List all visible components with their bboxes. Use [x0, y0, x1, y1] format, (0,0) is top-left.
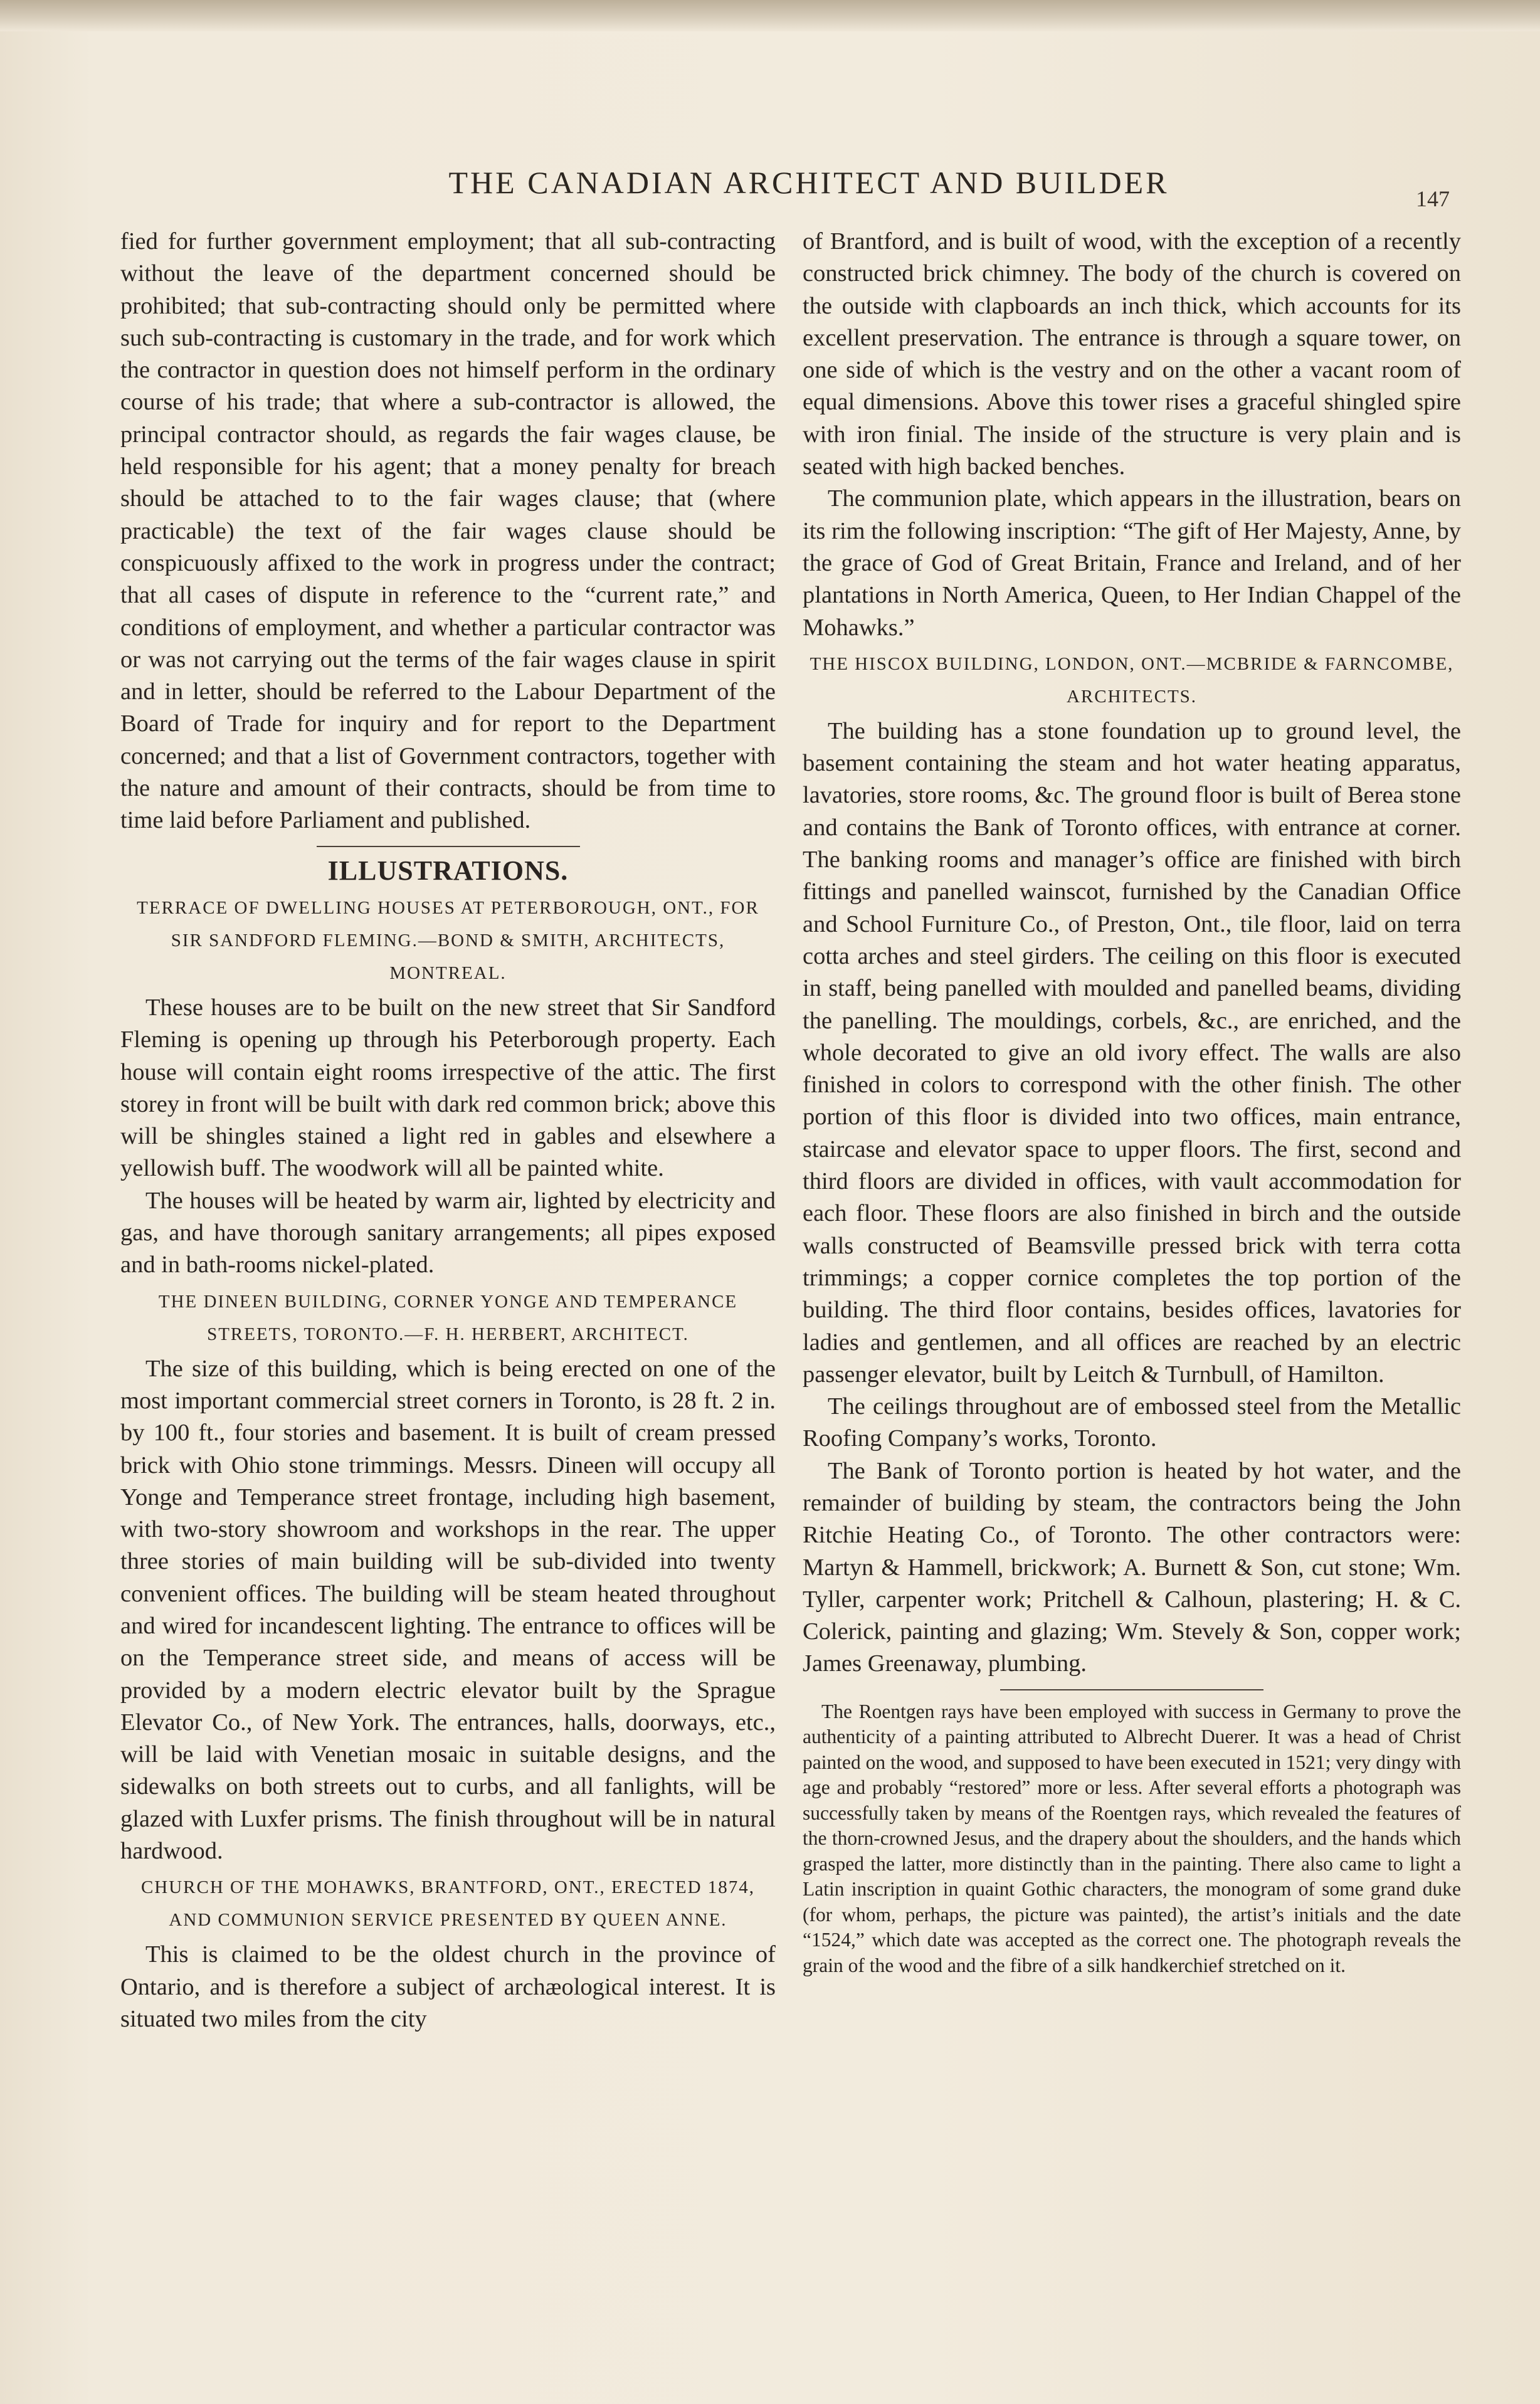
church-paragraph-1-continued: of Brantford, and is built of wood, with the exception of a recently constructed brick chimney. The body of the church is covered on the outside with clapboards an inch thick, which accounts for its excellent preservation. The entrance is through a square tower, on one side of which is the vestry and on the other a vacant room of equal dimensions. Above this tower rises a graceful shingled spire with iron finial. The inside of the structure is very plain and is seated with high backed benches. — [803, 228, 1461, 480]
left-column — [120, 226, 776, 2035]
church-paragraph-1: This is claimed to be the oldest church in the province of Ontario, and is therefore a subject of archæological interest. It is situated two miles from the city — [120, 1941, 776, 2032]
footnote-text: The Roentgen rays have been employed with success in Germany to prove the authenticity of a painting attributed to Albrecht Duerer. It was a head of Christ painted on the wood, and supposed to have been executed in 1521; very dingy with age and probably “restored” more or less. After several efforts a photograph was successfully taken by means of the Roentgen rays, which revealed the features of the thorn-crowned Jesus, and the drapery about the shoulders, and the hands which grasped the latter, more distinctly than in the painting. There also came to light a Latin inscription in quaint Gothic characters, the monogram of some grand duke (for whom, perhaps, the picture was painted), the artist’s initials and the date “1524,” which date was accepted as the correct one. The photograph reveals the grain of the wood and the fibre of a silk handkerchief stretched on it. — [803, 1700, 1461, 1976]
dineen-heading: THE DINEEN BUILDING, CORNER YONGE AND TEMPERANCE STREETS, TORONTO.—F. H. HERBERT, ARCHITECT. — [158, 1291, 738, 1344]
terrace-paragraph-2: The houses will be heated by warm air, lighted by electricity and gas, and have thorough sanitary arrangements; all pipes exposed and in bath-rooms nickel-plated. — [120, 1187, 776, 1278]
hiscox-paragraph-1: The building has a stone foundation up to ground level, the basement containing the steam and hot water heating apparatus, lavatories, store rooms, &c. The ground floor is built of Berea stone and contains the Bank of Toronto offices, with entrance at corner. The banking rooms and manager’s office are finished with birch fittings and panelled wainscot, furnished by the Canadian Office and School Furniture Co., of Preston, Ont., tile floor, laid on terra cotta arches and steel girders. The ceiling on this floor is executed in staff, being panelled with moulded and panelled beams, dividing the panelling. The mouldings, corbels, &c., are enriched, and the whole decorated to give an old ivory effect. The walls are also finished in colors to correspond with the other finish. The other portion of this floor is divided into two offices, main entrance, staircase and elevator space to upper floors. The first, second and third floors are divided in offices, with vault accommodation for each floor. These floors are also finished in birch and the outside walls constructed of Beamsville pressed brick with terra cotta trimmings; a copper cornice completes the top portion of the building. The third floor contains, besides offices, lavatories for ladies and gentlemen, and all offices are reached by an electric passenger elevator, built by Leitch & Turnbull, of Hamilton. — [803, 717, 1461, 1388]
page-number: 147 — [1416, 186, 1450, 211]
hiscox-paragraph-3: The Bank of Toronto portion is heated by hot water, and the remainder of building by steam, the contractors being the John Ritchie Heating Co., of Toronto. The other contractors were: Martyn & Hammell, brickwork; A. Burnett & Son, cut stone; Wm. Tyller, carpenter work; Pritchell & Calhoun, plastering; H. & C. Colerick, painting and glazing; Wm. Stevely & Son, copper work; James Greenaway, plumbing. — [803, 1457, 1461, 1677]
footnote-divider — [1000, 1689, 1263, 1690]
terrace-heading: TERRACE OF DWELLING HOUSES AT PETERBOROUGH, ONT., FOR SIR SANDFORD FLEMING.—BOND & SMITH, ARCHITECTS, MONTREAL. — [137, 897, 759, 983]
church-paragraph-2: The communion plate, which appears in the illustration, bears on its rim the following inscription: “The gift of Her Majesty, Anne, by the grace of God of Great Britain, France and Ireland, and of her plantations in North America, Queen, to Her Indian Chappel of the Mohawks.” — [803, 485, 1461, 641]
page-top-edge — [0, 0, 1540, 31]
terrace-paragraph-1: These houses are to be built on the new street that Sir Sandford Fleming is opening up through his Peterborough property. Each house will contain eight rooms irrespective of the attic. The first storey in front will be built with dark red common brick; above this will be shingles stained a light red in gables and elsewhere a yellowish buff. The woodwork will all be painted white. — [120, 994, 776, 1182]
church-heading: CHURCH OF THE MOHAWKS, BRANTFORD, ONT., ERECTED 1874, AND COMMUNION SERVICE PRESENTED BY QUEEN ANNE. — [140, 1877, 756, 1931]
illustrations-title: ILLUSTRATIONS. — [327, 855, 569, 886]
running-header: THE CANADIAN ARCHITECT AND BUILDER — [448, 165, 1169, 200]
hiscox-paragraph-2: The ceilings throughout are of embossed steel from the Metallic Roofing Company’s works, Toronto. — [803, 1393, 1461, 1452]
roentgen-footnote — [803, 1699, 1461, 1979]
section-divider — [317, 846, 580, 847]
right-column — [803, 226, 1461, 1978]
hiscox-heading: THE HISCOX BUILDING, LONDON, ONT.—MCBRIDE & FARNCOMBE, ARCHITECTS. — [810, 653, 1454, 707]
paragraph-fair-wages: fied for further government employment; that all sub-contracting without the leave of the department concerned should be prohibited; that sub-contracting should only be permitted where such sub-contracting is customary in the trade, and for work which the contractor in question does not himself perform in the ordinary course of his trade; that where a sub-contractor is allowed, the principal contractor should, as regards the fair wages clause, be held responsible for his agent; that a money penalty for breach should be attached to to the fair wages clause; that (where practicable) the text of the fair wages clause should be conspicuously affixed to the work in progress under the contract; that all cases of dispute in reference to the “current rate,” and conditions of employment, and whether a particular contractor was or was not carrying out the terms of the fair wages clause in spirit and in letter, should be referred to the Labour Department of the Board of Trade for inquiry and for report to the Department concerned; and that a list of Government contractors, together with the nature and amount of their contracts, should be from time to time laid before Parliament and published. — [120, 228, 776, 834]
dineen-paragraph: The size of this building, which is being erected on one of the most important commercial street corners in Toronto, is 28 ft. 2 in. by 100 ft., four stories and basement. It is built of cream pressed brick with Ohio stone trimmings. Messrs. Dineen will occupy all Yonge and Temperance street frontage, including high basement, with two-story showroom and workshops in the rear. The upper three stories of main building will be sub-divided into twenty convenient offices. The building will be steam heated throughout and wired for incandescent lighting. The entrance to offices will be on the Temperance street side, and means of access will be provided by a modern electric elevator built by the Sprague Elevator Co., of New York. The entrances, halls, doorways, etc., will be laid with Venetian mosaic in suitable designs, and the sidewalks on both streets out to curbs, and all fanlights, will be glazed with Luxfer prisms. The finish throughout will be in natural hardwood. — [120, 1355, 776, 1865]
